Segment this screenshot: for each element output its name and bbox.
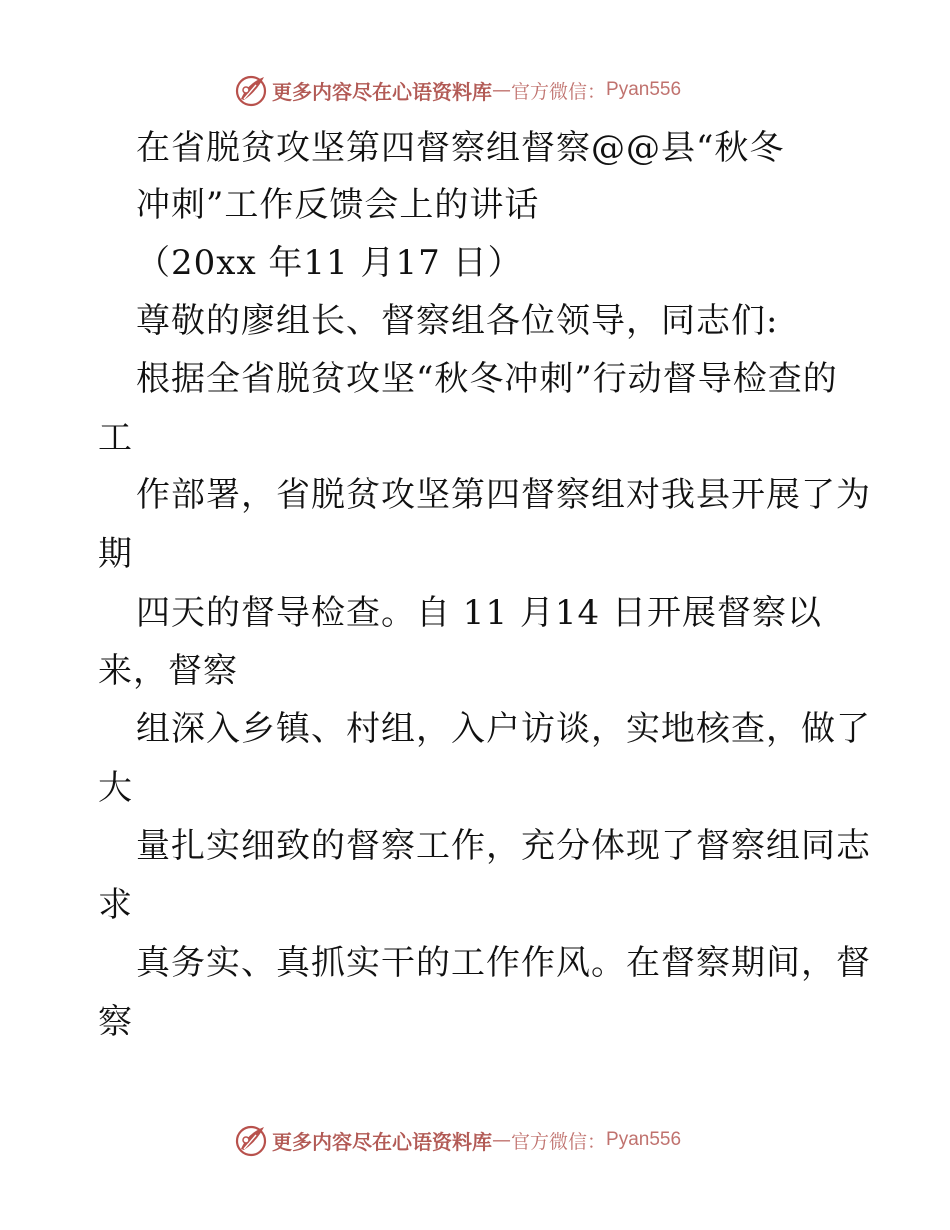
watermark-main-text: 更多内容尽在心语资料库 bbox=[272, 79, 492, 104]
body-line: 量扎实细致的督察工作，充分体现了督察组同志 bbox=[136, 826, 871, 866]
body-line: 来，督察 bbox=[98, 651, 238, 691]
watermark-sub-text: 官方微信： bbox=[511, 80, 607, 103]
footer-watermark bbox=[234, 1122, 681, 1158]
document-date: （20xx 年11 月17 日） bbox=[136, 243, 523, 283]
body-line: 大 bbox=[98, 768, 133, 808]
body-line: 工 bbox=[98, 418, 133, 458]
watermark-wechat-id: Pyan556 bbox=[606, 1129, 682, 1150]
body-line: 作部署，省脱贫攻坚第四督察组对我县开展了为 bbox=[136, 475, 871, 515]
watermark-wechat-id: Pyan556 bbox=[606, 79, 682, 100]
body-line: 真务实、真抓实干的工作作风。在督察期间，督 bbox=[136, 943, 871, 983]
document-title-line-1: 在省脱贫攻坚第四督察组督察@@县“秋冬 bbox=[136, 128, 785, 168]
salutation: 尊敬的廖组长、督察组各位领导，同志们: bbox=[136, 301, 779, 341]
watermark-sub-text: 官方微信： bbox=[511, 1130, 607, 1153]
body-line: 四天的督导检查。自 11 月14 日开展督察以 bbox=[136, 593, 822, 633]
document-title-line-2: 冲刺”工作反馈会上的讲话 bbox=[136, 185, 540, 225]
pen-logo-icon bbox=[234, 1123, 268, 1157]
watermark-dash: — bbox=[492, 79, 511, 101]
body-line: 察 bbox=[98, 1002, 133, 1042]
watermark-dash: — bbox=[492, 1129, 511, 1151]
body-line: 期 bbox=[98, 534, 133, 574]
body-line: 组深入乡镇、村组，入户访谈，实地核查，做了 bbox=[136, 709, 871, 749]
body-line: 根据全省脱贫攻坚“秋冬冲刺”行动督导检查的 bbox=[136, 359, 838, 399]
body-line: 求 bbox=[98, 885, 133, 925]
watermark-main-text: 更多内容尽在心语资料库 bbox=[272, 1129, 492, 1154]
